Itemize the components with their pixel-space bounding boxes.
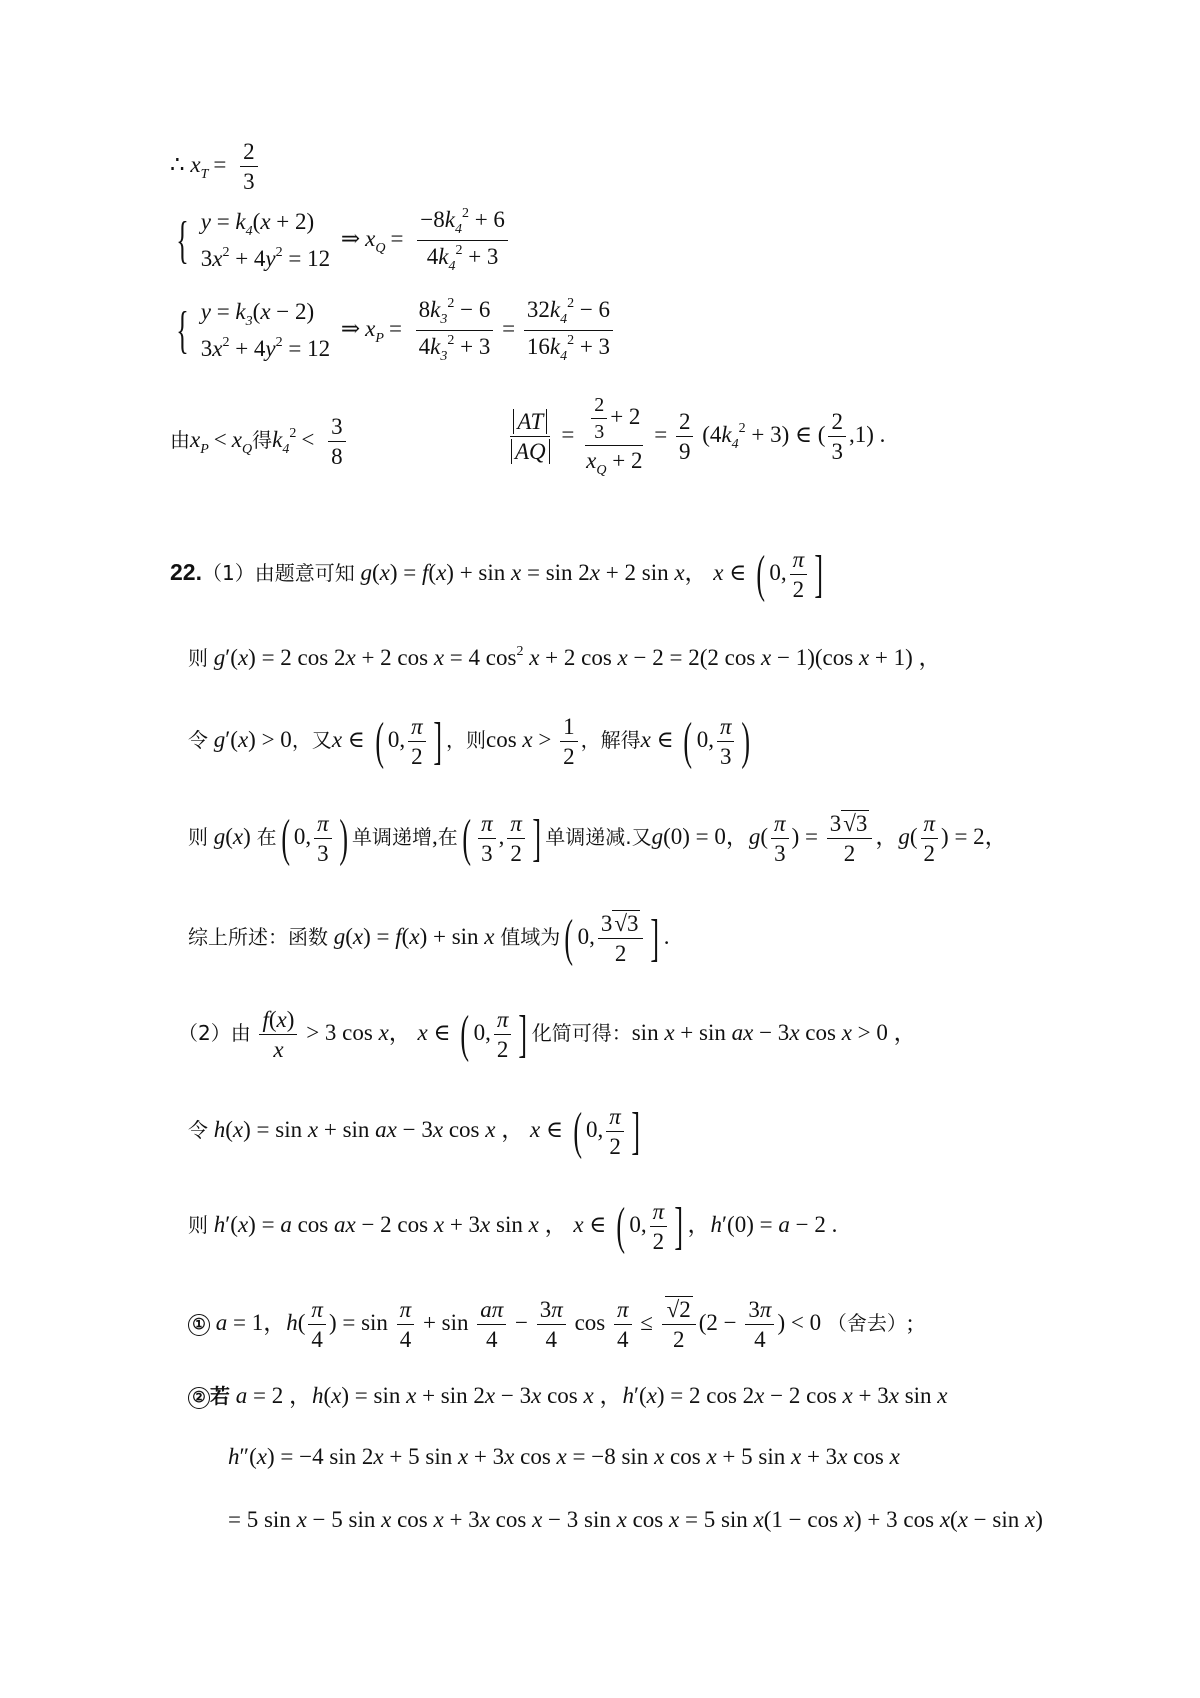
system-p: { $y = k_3(x - 2)$ $3x^2 + 4y^2 = 12$ ⇒ $x_P$ = $\frac{8k_3^2 - 6}{4k_3^2 + 3}$ = $\frac{32k_4^2 - 6}{16k_4^2 + 3}$ bbox=[170, 295, 616, 367]
line-monotonic: 则 g(x) 在( 0, $\frac{\pi}{3}$ ) 单调递增,在( $\frac{\pi}{3}$ , $\frac{\pi}{2}$ ] 单调递减.又g(0) = 0，g( $\frac{\pi}{3}$ ) = $\frac{3√3}{2}$ ，g( $\frac{\pi}{2}$ ) = 2， bbox=[188, 809, 1008, 867]
q22-part1: 22.（1）由题意可知 g(x) = f(x) + sin x = sin 2x + 2 sin x， x ∈ ( 0, $\frac{\pi}{2}$ ] bbox=[170, 545, 824, 603]
line-xt: ∴ $x_T$ = $\frac{2}{3}$ bbox=[170, 140, 261, 193]
circle-1-icon: ① bbox=[188, 1314, 210, 1336]
line-h: 令 h(x) = sin x + sin ax − 3x cos x ， x ∈ ( 0, $\frac{\pi}{2}$ ] bbox=[188, 1102, 640, 1160]
line-condition: 由$x_P < x_Q$得$k_4^2$ < $\frac{3}{8}$ bbox=[170, 415, 349, 468]
line-case1: ① a = 1，h( $\frac{\pi}{4}$ ) = sin $\frac{\pi}{4}$ + sin $\frac{a\pi}{4}$ − $\frac{3\pi}{4}$ cos $\frac{\pi}{4}$ ≤ $\frac{√2}{2}$ (2 − $\frac{3\pi}{4}$ ) < 0 （舍去）; bbox=[188, 1298, 913, 1351]
line-hprime: 则 h′(x) = a cos ax − 2 cos x + 3x sin x ， x ∈ ( 0, $\frac{\pi}{2}$ ] ，h′(0) = a − 2 . bbox=[188, 1197, 838, 1255]
circle-2-icon: ② bbox=[188, 1387, 210, 1409]
q22-part2: （2）由 $\frac{f(x)}{x}$ > 3 cos x， x ∈ ( 0, $\frac{\pi}{2}$ ] 化简可得：sin x + sin ax − 3x cos x > 0 ， bbox=[178, 1005, 917, 1063]
system-q: { $y = k_4(x + 2)$ $3x^2 + 4y^2 = 12$ ⇒ $x_Q$ = $\frac{-8k_4^2 + 6}{4k_4^2 + 3}$ bbox=[170, 205, 511, 277]
line-conclusion: 综上所述：函数 g(x) = f(x) + sin x 值域为( 0, $\frac{3√3}{2}$ ] . bbox=[188, 909, 670, 967]
line-derivative: 则 g′(x) = 2 cos 2x + 2 cos x = 4 $\cos^2 x + 2$ cos x − 2 = 2(2 cos x − 1)(cos x + 1) ， bbox=[188, 644, 942, 670]
frac-2-3: $\frac{2}{3}$ bbox=[240, 140, 258, 193]
line-hdouble-2: = 5 sin x − 5 sin x cos x + 3x cos x − 3 sin x cos x = 5 sin x(1 − cos x) + 3 cos x(x − sin x) bbox=[228, 1507, 1043, 1532]
therefore-symbol: ∴ bbox=[170, 151, 185, 177]
line-case2: ② 若 a = 2 ，h(x) = sin x + sin 2x − 3x cos x ，h′(x) = 2 cos 2x − 2 cos x + 3x sin x bbox=[188, 1384, 948, 1409]
line-ratio: $\frac{AT}{AQ}$ = $\frac{2}{3}$ + 2 $x_Q + 2$ = $\frac{2}{9}$ $(4k_4^2 + 3)$ ∈ ( $\frac{2}{3}$ ,1) . bbox=[505, 395, 885, 478]
line-positive: 令 g′(x) > 0，又x ∈ ( 0, $\frac{\pi}{2}$ ] ，则cos x > $\frac{1}{2}$ ，解得x ∈ ( 0, $\frac{\pi}{3}$ ) bbox=[188, 712, 751, 770]
line-hdouble: h″(x) = −4 sin 2x + 5 sin x + 3x cos x = −8 sin x cos x + 5 sin x + 3x cos x bbox=[228, 1444, 900, 1469]
